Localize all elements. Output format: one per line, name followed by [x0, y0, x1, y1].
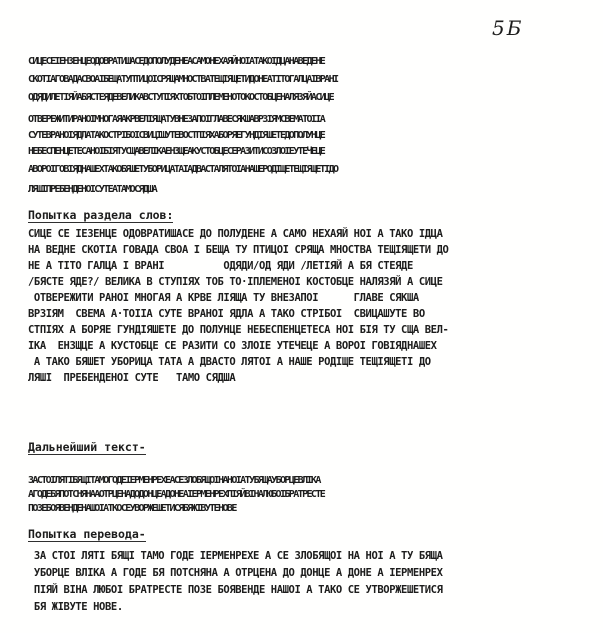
further-text-line: АГОДЕБЯПОТСНЯНААОТРЦЕНАДОДОНЦЕАДОНЕАІЕРМЕНРЕХПІЯЙВІНАЛЮБОІБРАТРЕСТЕ — [28, 489, 325, 500]
translation-block — [28, 548, 593, 616]
original-line: СУТЕВРАНОІЯДЛАТАКОСТРІБОІСВИЦІШУТЕВОСТПІЯХАБОРЯЕГУНДІЯШЕТЕДОПОЛУНЦЕ — [28, 130, 325, 141]
further-text-block — [28, 474, 588, 516]
section-heading-further-text — [28, 440, 146, 454]
word-separation-line: НА ВЕДНЕ СКОТІА ГОВАДА СВОА І БЕЩА ТУ ПТИЦОІ СРЯЩА МНОСТВА ТЕЩІЯЩЕТИ ДО — [28, 244, 449, 256]
original-line: СИЦЕСЕІЕНЗЕНЦЕОДОВРАТИШАСЕДОПОЛУДЕНЕАСАМОНЕХАЯЙНОІАТАКОІДЦАНАВЕДЕНЕ — [28, 56, 325, 67]
word-separation-line: НЕ А ТІТО ГАЛЦА І ВРАНІ ОДЯДИ/ОД ЯДИ /ЛЕТІЯЙ А БЯ СТЕЯДЕ — [28, 260, 413, 272]
original-line: ОДЯДИЛЕТІЯЙАБЯСТЕЯДЕВЕЛИКАВСТУПІЯХТОБТОІПЛЕМЕНОТОКОСТОБЦЕНАЛЯЗЯЙАСИЦЕ — [28, 92, 334, 103]
original-line: СКОТІАГОВАДАСВОАІБЕЩАТУПТИЦОІСРЯЩАМНОСТВАТЕЩІЯЩЕТИДОНЕАТІТОГАЛЦАІВРАНІ — [28, 74, 338, 85]
heading-text: Дальнейший текст- — [28, 440, 146, 454]
word-separation-block — [28, 226, 593, 386]
further-text-line: ПОЗЕБОЯВЕНДЕНАШОІАТКОСЕУВОРЖЕШЕТИСЯБЯЖІВУТЕНОВЕ — [28, 503, 236, 514]
heading-text: Попытка раздела слов: — [28, 208, 174, 222]
word-separation-line: ВРЗІЯМ СВЕМА А·ТОІІА СУТЕ ВРАНОІ ЯДЛА А ТАКО СТРІБОІ СВИЦАШУТЕ ВО — [28, 308, 425, 320]
word-separation-line: А ТАКО БЯШЕТ УБОРИЦА ТАТА А ДВАСТО ЛЯТОІ А НАШЕ РОДІЩЕ ТЕЩІЯЩЕТІ ДО — [28, 356, 431, 368]
original-text-block — [28, 54, 588, 198]
original-line: НЕБЕСПЕНЦЕТЕСАНОІБІЯТУСЩАВЕЛІКАЕНЗЩЕАКУСТОБЦЕСЕРАЗИТИСОЗЛОІЕУТЕЧЕЦЕ — [28, 146, 325, 157]
further-text-line: ЗАСТОІЛЯТІБЯЩІТАМОГОДЕІЕРМЕНРЕХЕАСЕЗЛОБЯЩОІНАНОІАТУБЯЩАУБОРЦЕВЛІКА — [28, 475, 320, 486]
heading-text: Попытка перевода- — [28, 527, 146, 541]
translation-line: ЗА СТОІ ЛЯТІ БЯЩІ ТАМО ГОДЕ ІЕРМЕНРЕХЕ А СЕ ЗЛОБЯЩОІ НА НОІ А ТУ БЯЩА — [28, 550, 443, 562]
translation-line: УБОРЦЕ ВЛІКА А ГОДЕ БЯ ПОТСНЯНА А ОТРЦЕНА ДО ДОНЦЕ А ДОНЕ А ІЕРМЕНРЕХ — [28, 567, 443, 579]
word-separation-line: СИЦЕ СЕ ІЕЗЕНЦЕ ОДОВРАТИШАСЕ ДО ПОЛУДЕНЕ А САМО НЕХАЯЙ НОІ А ТАКО ІДЦА — [28, 228, 443, 240]
word-separation-line: ЛЯШІ ПРЕБЕНДЕНОІ СУТЕ ТАМО СЯДША — [28, 372, 236, 384]
word-separation-line: СТПІЯХ А БОРЯЕ ГУНДІЯШЕТЕ ДО ПОЛУНЦЕ НЕБЕСПЕНЦЕТЕСА НОІ БІЯ ТУ СЩА ВЕЛ- — [28, 324, 449, 336]
translation-line: ПІЯЙ ВІНА ЛЮБОІ БРАТРЕСТЕ ПОЗЕ БОЯВЕНДЕ НАШОІ А ТАКО СЕ УТВОРЖЕШЕТИСЯ — [28, 584, 443, 596]
word-separation-line: ОТВЕРЕЖИТИ РАНОІ МНОГАЯ А КРВЕ ЛІЯЩА ТУ ВНЕЗАПОІ ГЛАВЕ СЯКША — [28, 292, 419, 304]
original-line: АВОРОІГОВІЯДНАШЕХТАКОБЯШЕТУБОРИЦАТАІАДВАСТАЛЯТОІАНАШЕРОДІЩЕТЕЩІЯЩЕТІДО — [28, 164, 338, 175]
word-separation-line: /БЯСТЕ ЯДЕ?/ ВЕЛИКА В СТУПІЯХ ТОБ ТО·ІПЛЕМЕНОІ КОСТОБЦЕ НАЛЯЗЯЙ А СИЦЕ — [28, 276, 443, 288]
word-separation-line: ІКА ЕНЗЩЦЕ А КУСТОБЦЕ СЕ РАЗИТИ СО ЗЛОІЕ УТЕЧЕЦЕ А ВОРОІ ГОВІЯДНАШЕХ — [28, 340, 437, 352]
section-heading-translation — [28, 527, 146, 541]
translation-line: БЯ ЖІВУТЕ НОВЕ. — [28, 601, 123, 613]
original-line: ОТВЕРЕЖИТИРАНОІМНОГАЯАКРВЕЛІЯЩАТУВНЕЗАПОІГЛАВЕСЯКШАВРЗІЯМСВЕМАТОІІА — [28, 114, 325, 125]
page-number: 5Б — [492, 16, 524, 40]
original-line: ЛЯШІПРЕБЕНДЕНОІСУТЕАТАМОСЯДША — [28, 184, 157, 195]
section-heading-word-separation — [28, 208, 173, 222]
